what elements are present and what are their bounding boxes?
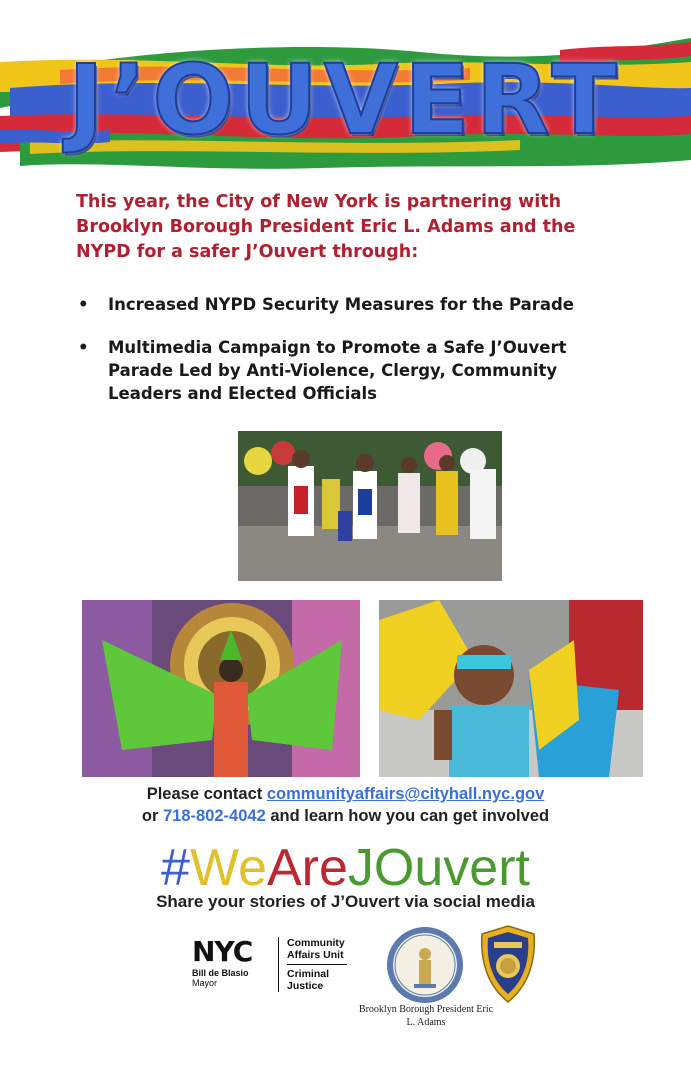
list-item	[76, 336, 616, 405]
contact-prefix: Please contact	[146, 785, 267, 803]
email-link[interactable]: communityaffairs@cityhall.nyc.gov	[266, 785, 545, 803]
list-item	[76, 293, 616, 316]
green-costume-photo	[82, 600, 360, 777]
bullet-icon: •	[78, 295, 89, 314]
hashtag-part: #	[161, 839, 190, 897]
divider	[287, 964, 347, 965]
unit-line: Justice	[287, 980, 324, 992]
contact-info	[0, 783, 691, 827]
nyc-logo	[192, 935, 253, 988]
unit-line: Criminal	[287, 968, 330, 980]
unit-line: Affairs Unit	[287, 949, 344, 961]
contact-or: or	[141, 807, 163, 825]
face-paint-child-photo	[379, 600, 643, 777]
hashtag-part: JOuvert	[347, 839, 530, 897]
hashtag-part: We	[189, 839, 267, 897]
hashtag	[0, 838, 691, 898]
unit-block	[278, 937, 347, 992]
bullet-text: Increased NYPD Security Measures for the Parade	[108, 295, 574, 314]
hashtag-part: Are	[267, 839, 348, 897]
bullet-icon: •	[78, 338, 89, 357]
mayor-title: Mayor	[192, 978, 218, 988]
intro-text: This year, the City of New York is partnering with Brooklyn Borough President Eric L. Adams and the NYPD for a safer J’Ouvert through:	[76, 192, 576, 262]
seal-caption: Brooklyn Borough President Eric L. Adams	[358, 1004, 494, 1028]
contact-suffix: and learn how you can get involved	[265, 807, 550, 825]
mayor-name: Bill de Blasio	[192, 968, 249, 978]
bullet-list	[76, 293, 616, 425]
parade-children-photo	[238, 431, 502, 581]
nyc-wordmark: NYC	[192, 935, 253, 968]
brooklyn-seal-icon	[386, 926, 464, 1004]
page-title: J’OUVERT	[68, 44, 623, 156]
nypd-badge-icon	[476, 924, 540, 1004]
bullet-text: Multimedia Campaign to Promote a Safe J’Ouvert Parade Led by Anti-Violence, Clergy, Community Leaders and Elected Officials	[108, 338, 567, 403]
unit-line: Community	[287, 937, 345, 949]
phone-number[interactable]: 718-802-4042	[163, 807, 266, 825]
share-text: Share your stories of J’Ouvert via social media	[156, 892, 535, 911]
